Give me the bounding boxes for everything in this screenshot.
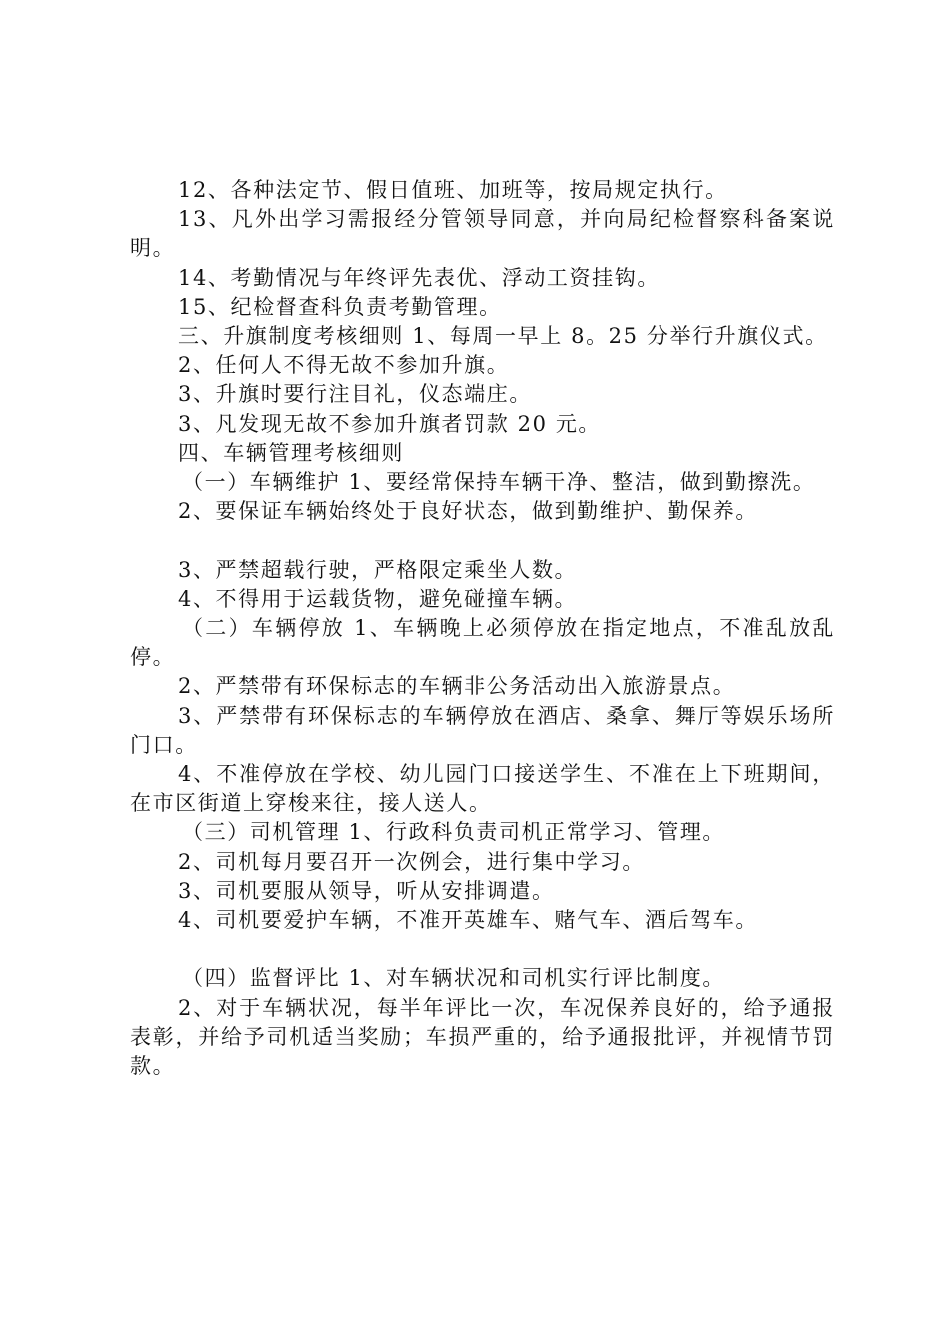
subsection-supervision-evaluation: （四）监督评比 1、对车辆状况和司机实行评比制度。: [182, 966, 726, 991]
subsection-vehicle-maintenance: （一）车辆维护 1、要经常保持车辆干净、整洁，做到勤擦洗。: [182, 470, 816, 495]
document-body: [130, 176, 835, 1081]
blank-line: [130, 526, 835, 555]
flag-item-2: 2、任何人不得无故不参加升旗。: [178, 353, 510, 378]
parking-item-2: 2、严禁带有环保标志的车辆非公务活动出入旅游景点。: [178, 674, 736, 699]
flag-item-3: 3、升旗时要行注目礼，仪态端庄。: [178, 382, 532, 407]
parking-item-3: 3、严禁带有环保标志的车辆停放在酒店、桑拿、舞厅等娱乐场所门口。: [130, 703, 835, 757]
paragraph-15: 15、纪检督查科负责考勤管理。: [178, 294, 502, 319]
maintenance-item-3: 3、严禁超载行驶，严格限定乘坐人数。: [178, 557, 578, 582]
subsection-driver-management: （三）司机管理 1、行政科负责司机正常学习、管理。: [182, 820, 726, 845]
paragraph-12: 12、各种法定节、假日值班、加班等，按局规定执行。: [178, 178, 728, 202]
section-vehicle-management: 四、车辆管理考核细则: [178, 440, 404, 465]
maintenance-item-2: 2、要保证车辆始终处于良好状态，做到勤维护、勤保养。: [178, 499, 758, 524]
parking-item-4: 4、不准停放在学校、幼儿园门口接送学生、不准在上下班期间，在市区街道上穿梭来往，接人送人。: [130, 762, 835, 816]
paragraph-14: 14、考勤情况与年终评先表优、浮动工资挂钩。: [178, 265, 660, 290]
flag-item-3b: 3、凡发现无故不参加升旗者罚款 20 元。: [178, 411, 602, 436]
section-flag-raising: 三、升旗制度考核细则 1、每周一早上 8。25 分举行升旗仪式。: [178, 324, 828, 349]
paragraph-13: 13、凡外出学习需报经分管领导同意，并向局纪检督察科备案说明。: [130, 207, 835, 261]
blank-line: [130, 935, 835, 964]
evaluation-item-2: 2、对于车辆状况，每半年评比一次，车况保养良好的，给予通报表彰，并给予司机适当奖励；车损严重的，给予通报批评，并视情节罚款。: [130, 995, 835, 1079]
driver-item-4: 4、司机要爱护车辆，不准开英雄车、赌气车、酒后驾车。: [178, 908, 758, 933]
subsection-vehicle-parking: （二）车辆停放 1、车辆晚上必须停放在指定地点，不准乱放乱停。: [130, 616, 835, 670]
driver-item-2: 2、司机每月要召开一次例会，进行集中学习。: [178, 849, 645, 874]
maintenance-item-4: 4、不得用于运载货物，避免碰撞车辆。: [178, 586, 578, 611]
driver-item-3: 3、司机要服从领导，听从安排调遣。: [178, 878, 555, 903]
